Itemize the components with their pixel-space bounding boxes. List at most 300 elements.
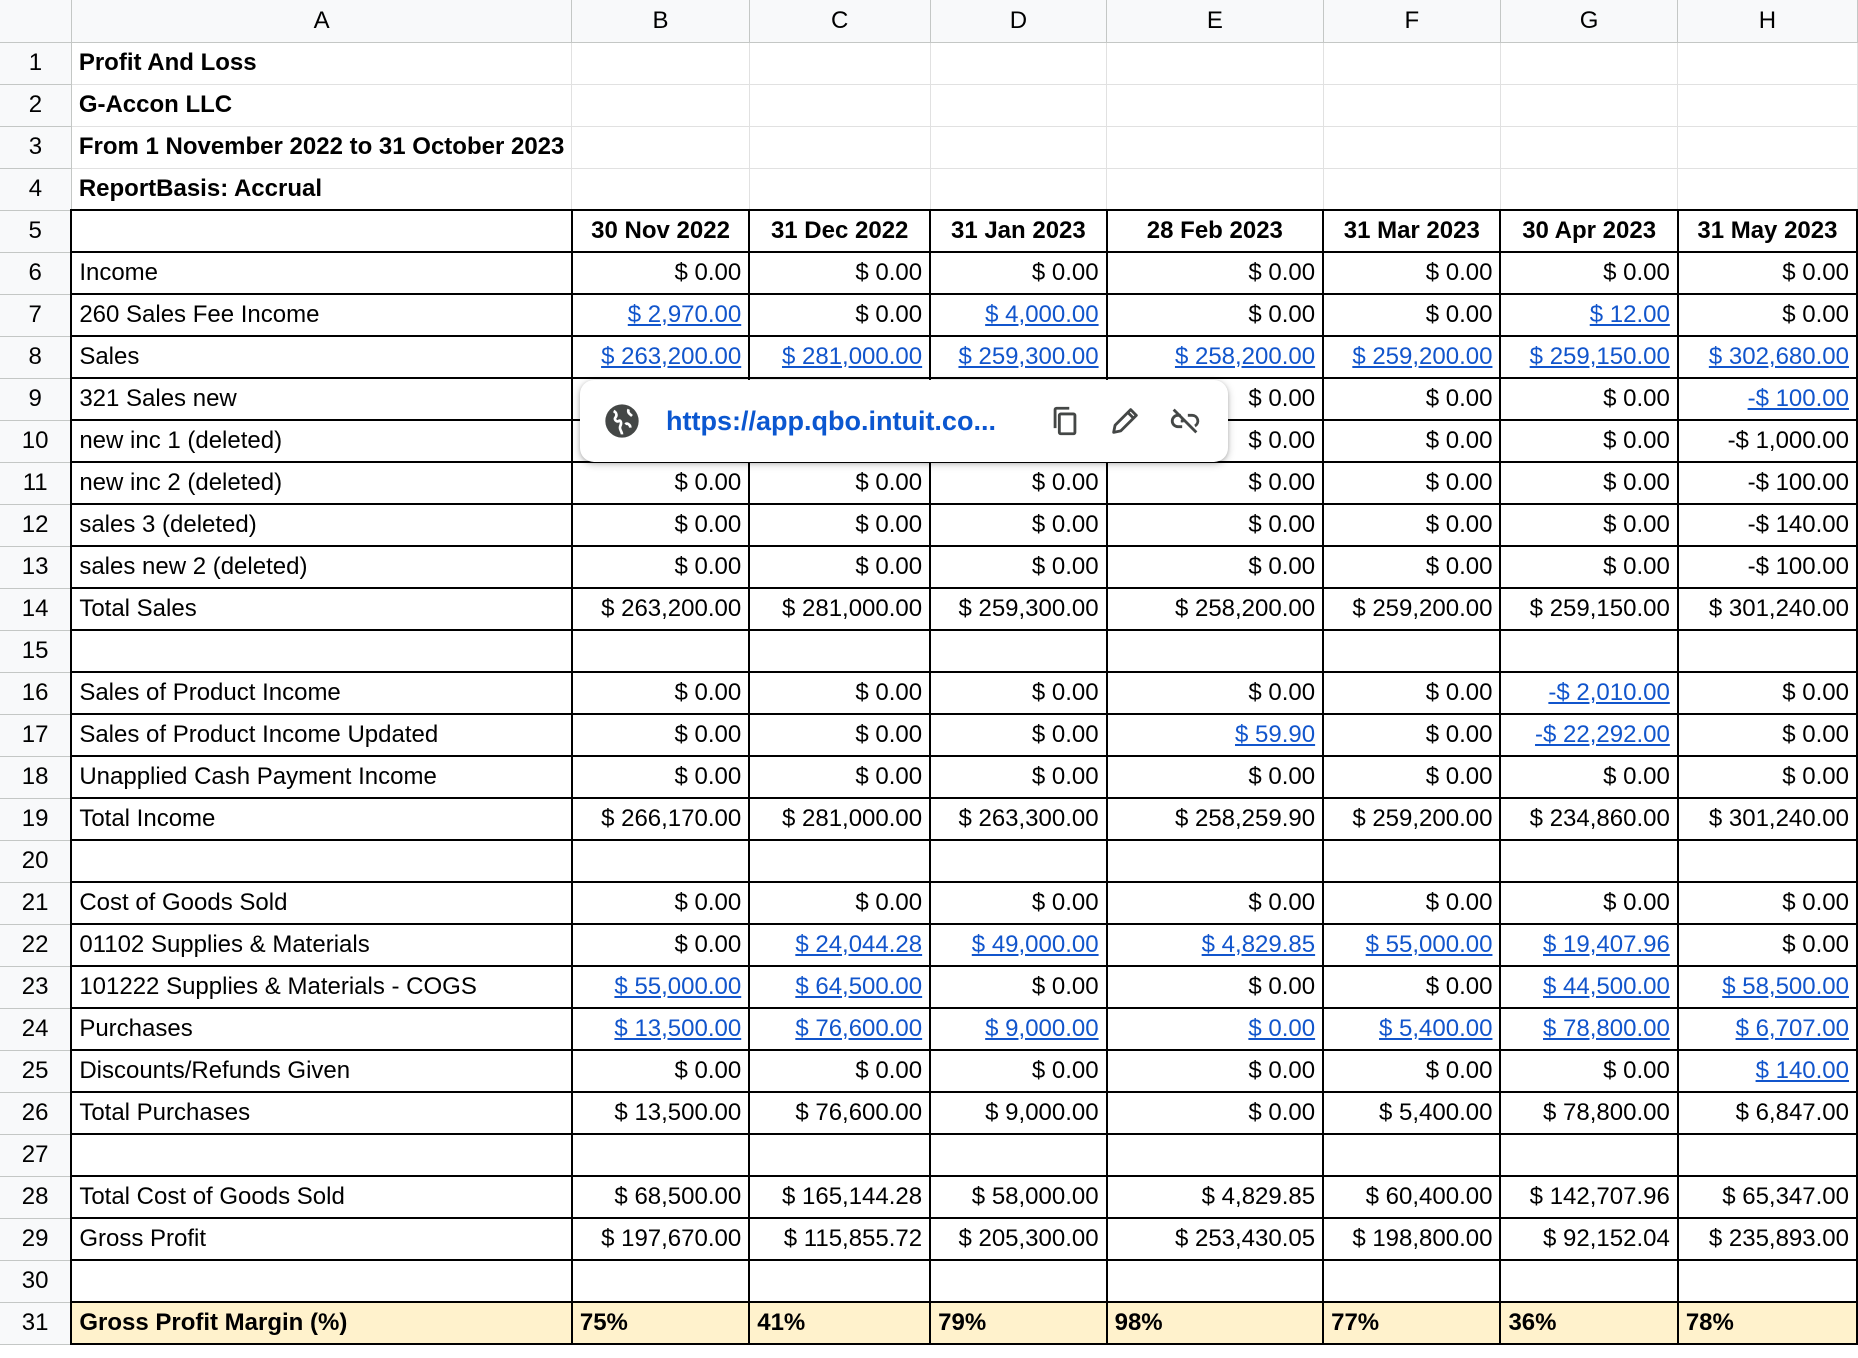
- account-label-cell[interactable]: Total Purchases: [71, 1092, 572, 1134]
- select-all-corner[interactable]: [0, 0, 71, 42]
- amount-cell[interactable]: $ 0.00: [1678, 756, 1857, 798]
- amount-cell[interactable]: $ 0.00: [1500, 1050, 1677, 1092]
- row-header[interactable]: 19: [0, 798, 71, 840]
- amount-cell[interactable]: [930, 630, 1106, 672]
- amount-cell[interactable]: [1678, 1008, 1857, 1050]
- copy-link-button[interactable]: [1044, 400, 1086, 442]
- amount-cell[interactable]: $ 0.00: [1323, 546, 1500, 588]
- amount-cell[interactable]: [1678, 1050, 1857, 1092]
- row-header[interactable]: 1: [0, 42, 71, 84]
- amount-cell[interactable]: $ 0.00: [1107, 420, 1324, 462]
- amount-cell[interactable]: [1107, 924, 1324, 966]
- amount-cell[interactable]: [1107, 336, 1324, 378]
- amount-link[interactable]: $ 55,000.00: [614, 973, 742, 1000]
- amount-cell[interactable]: [1323, 924, 1500, 966]
- account-label-cell[interactable]: 260 Sales Fee Income: [71, 294, 572, 336]
- amount-cell[interactable]: $ 0.00: [749, 756, 930, 798]
- amount-cell[interactable]: $ 0.00: [572, 924, 749, 966]
- amount-link[interactable]: $ 9,000.00: [985, 1015, 1099, 1042]
- amount-cell[interactable]: $ 0.00: [1107, 546, 1324, 588]
- amount-cell[interactable]: $ 0.00: [1500, 504, 1677, 546]
- report-title-cell[interactable]: ReportBasis: Accrual: [71, 168, 572, 210]
- amount-cell[interactable]: $ 0.00: [1323, 756, 1500, 798]
- empty-cell[interactable]: [572, 42, 749, 84]
- row-header[interactable]: 12: [0, 504, 71, 546]
- amount-cell[interactable]: [1500, 336, 1677, 378]
- amount-cell[interactable]: $ 0.00: [749, 672, 930, 714]
- empty-cell[interactable]: [572, 126, 749, 168]
- date-header-cell[interactable]: 30 Apr 2023: [1500, 210, 1677, 252]
- amount-cell[interactable]: $ 0.00: [1323, 252, 1500, 294]
- amount-cell[interactable]: $ 5,400.00: [1323, 1092, 1500, 1134]
- empty-cell[interactable]: [572, 84, 749, 126]
- account-label-cell[interactable]: new inc 2 (deleted): [71, 462, 572, 504]
- amount-link[interactable]: $ 64,500.00: [795, 973, 923, 1000]
- amount-cell[interactable]: $ 0.00: [1323, 1050, 1500, 1092]
- amount-cell[interactable]: [1323, 336, 1500, 378]
- amount-cell[interactable]: $ 0.00: [572, 672, 749, 714]
- amount-cell[interactable]: $ 0.00: [930, 672, 1106, 714]
- amount-cell[interactable]: $ 9,000.00: [930, 1092, 1106, 1134]
- amount-cell[interactable]: $ 0.00: [572, 252, 749, 294]
- amount-cell[interactable]: $ 253,430.05: [1107, 1218, 1324, 1260]
- row-header[interactable]: 23: [0, 966, 71, 1008]
- amount-cell[interactable]: [1500, 630, 1677, 672]
- account-label-cell[interactable]: 321 Sales new: [71, 378, 572, 420]
- amount-cell[interactable]: [1107, 630, 1324, 672]
- row-header[interactable]: 26: [0, 1092, 71, 1134]
- amount-cell[interactable]: [749, 1008, 930, 1050]
- date-header-cell[interactable]: 31 Jan 2023: [930, 210, 1106, 252]
- amount-cell[interactable]: [572, 1260, 749, 1302]
- empty-cell[interactable]: [1107, 126, 1324, 168]
- amount-cell[interactable]: $ 0.00: [1500, 420, 1677, 462]
- margin-value-cell[interactable]: 75%: [572, 1302, 749, 1344]
- amount-cell[interactable]: $ 205,300.00: [930, 1218, 1106, 1260]
- amount-link[interactable]: $ 76,600.00: [795, 1015, 923, 1042]
- amount-link[interactable]: $ 302,680.00: [1708, 343, 1849, 370]
- amount-cell[interactable]: $ 258,259.90: [1107, 798, 1324, 840]
- amount-cell[interactable]: $ 0.00: [1500, 882, 1677, 924]
- amount-cell[interactable]: $ 0.00: [930, 252, 1106, 294]
- amount-cell[interactable]: $ 0.00: [1500, 546, 1677, 588]
- amount-link[interactable]: $ 5,400.00: [1379, 1015, 1493, 1042]
- amount-cell[interactable]: -$ 140.00: [1678, 504, 1857, 546]
- amount-cell[interactable]: $ 92,152.04: [1500, 1218, 1677, 1260]
- account-label-cell[interactable]: 101222 Supplies & Materials - COGS: [71, 966, 572, 1008]
- amount-cell[interactable]: [1500, 1260, 1677, 1302]
- margin-label-cell[interactable]: Gross Profit Margin (%): [71, 1302, 572, 1344]
- margin-value-cell[interactable]: 98%: [1107, 1302, 1324, 1344]
- amount-cell[interactable]: $ 0.00: [749, 252, 930, 294]
- account-label-cell[interactable]: Discounts/Refunds Given: [71, 1050, 572, 1092]
- amount-cell[interactable]: $ 0.00: [1678, 882, 1857, 924]
- row-header[interactable]: 30: [0, 1260, 71, 1302]
- account-label-cell[interactable]: [71, 840, 572, 882]
- column-header-a[interactable]: A: [71, 0, 572, 42]
- amount-link[interactable]: -$ 22,292.00: [1535, 721, 1670, 748]
- amount-cell[interactable]: $ 281,000.00: [749, 588, 930, 630]
- amount-link[interactable]: $ 258,200.00: [1174, 343, 1316, 370]
- amount-cell[interactable]: $ 0.00: [1323, 420, 1500, 462]
- amount-cell[interactable]: [1500, 1134, 1677, 1176]
- empty-cell[interactable]: [1323, 126, 1500, 168]
- date-header-cell[interactable]: 31 Dec 2022: [749, 210, 930, 252]
- empty-cell[interactable]: [1678, 42, 1857, 84]
- amount-cell[interactable]: $ 0.00: [1107, 378, 1324, 420]
- account-label-cell[interactable]: new inc 1 (deleted): [71, 420, 572, 462]
- amount-cell[interactable]: $ 259,300.00: [930, 588, 1106, 630]
- amount-link[interactable]: $ 263,200.00: [601, 343, 742, 370]
- amount-cell[interactable]: [1323, 840, 1500, 882]
- account-label-cell[interactable]: Gross Profit: [71, 1218, 572, 1260]
- amount-cell[interactable]: $ 0.00: [1107, 672, 1324, 714]
- amount-cell[interactable]: [1500, 672, 1677, 714]
- margin-value-cell[interactable]: 41%: [749, 1302, 930, 1344]
- amount-cell[interactable]: [749, 1260, 930, 1302]
- amount-cell[interactable]: $ 0.00: [749, 462, 930, 504]
- account-label-cell[interactable]: [71, 630, 572, 672]
- amount-cell[interactable]: $ 6,847.00: [1678, 1092, 1857, 1134]
- amount-cell[interactable]: $ 0.00: [1323, 462, 1500, 504]
- amount-cell[interactable]: [749, 336, 930, 378]
- account-label-cell[interactable]: [71, 1134, 572, 1176]
- amount-cell[interactable]: [930, 336, 1106, 378]
- row-header[interactable]: 27: [0, 1134, 71, 1176]
- amount-cell[interactable]: $ 0.00: [1500, 252, 1677, 294]
- empty-cell[interactable]: [1678, 126, 1857, 168]
- amount-cell[interactable]: [1107, 840, 1324, 882]
- report-title-cell[interactable]: G-Accon LLC: [71, 84, 572, 126]
- amount-cell[interactable]: -$ 100.00: [1678, 462, 1857, 504]
- amount-cell[interactable]: $ 0.00: [572, 756, 749, 798]
- column-header-h[interactable]: H: [1678, 0, 1857, 42]
- amount-cell[interactable]: [1678, 840, 1857, 882]
- remove-link-button[interactable]: [1164, 400, 1206, 442]
- amount-cell[interactable]: $ 0.00: [1678, 252, 1857, 294]
- amount-cell[interactable]: [1678, 1260, 1857, 1302]
- amount-cell[interactable]: $ 0.00: [930, 546, 1106, 588]
- amount-cell[interactable]: $ 0.00: [930, 966, 1106, 1008]
- amount-cell[interactable]: [1678, 336, 1857, 378]
- row-header[interactable]: 20: [0, 840, 71, 882]
- amount-cell[interactable]: $ 258,200.00: [1107, 588, 1324, 630]
- amount-cell[interactable]: $ 197,670.00: [572, 1218, 749, 1260]
- account-label-cell[interactable]: Unapplied Cash Payment Income: [71, 756, 572, 798]
- account-label-cell[interactable]: Cost of Goods Sold: [71, 882, 572, 924]
- amount-cell[interactable]: $ 0.00: [1323, 378, 1500, 420]
- amount-link[interactable]: $ 55,000.00: [1365, 931, 1493, 958]
- column-header-b[interactable]: B: [572, 0, 749, 42]
- row-header[interactable]: 18: [0, 756, 71, 798]
- amount-cell[interactable]: $ 4,829.85: [1107, 1176, 1324, 1218]
- amount-cell[interactable]: [1107, 1134, 1324, 1176]
- empty-cell[interactable]: [749, 168, 930, 210]
- empty-cell[interactable]: [930, 168, 1106, 210]
- amount-cell[interactable]: $ 13,500.00: [572, 1092, 749, 1134]
- date-header-cell[interactable]: 31 May 2023: [1678, 210, 1857, 252]
- amount-cell[interactable]: $ 0.00: [930, 714, 1106, 756]
- amount-link[interactable]: $ 259,300.00: [958, 343, 1099, 370]
- row-header[interactable]: 29: [0, 1218, 71, 1260]
- amount-cell[interactable]: $ 68,500.00: [572, 1176, 749, 1218]
- empty-cell[interactable]: [1107, 84, 1324, 126]
- account-label-cell[interactable]: Purchases: [71, 1008, 572, 1050]
- amount-cell[interactable]: [1500, 1008, 1677, 1050]
- amount-cell[interactable]: [1323, 1260, 1500, 1302]
- amount-cell[interactable]: $ 115,855.72: [749, 1218, 930, 1260]
- row-header[interactable]: 22: [0, 924, 71, 966]
- amount-cell[interactable]: $ 0.00: [1500, 378, 1677, 420]
- amount-link[interactable]: $ 78,800.00: [1543, 1015, 1670, 1042]
- amount-cell[interactable]: [749, 630, 930, 672]
- amount-link[interactable]: $ 6,707.00: [1735, 1015, 1849, 1042]
- amount-cell[interactable]: $ 165,144.28: [749, 1176, 930, 1218]
- amount-cell[interactable]: $ 0.00: [1107, 252, 1324, 294]
- amount-cell[interactable]: [572, 294, 749, 336]
- amount-cell[interactable]: $ 259,200.00: [1323, 588, 1500, 630]
- empty-cell[interactable]: [1500, 168, 1677, 210]
- amount-cell[interactable]: $ 0.00: [572, 504, 749, 546]
- amount-cell[interactable]: [930, 1008, 1106, 1050]
- header-label-cell[interactable]: [71, 210, 572, 252]
- amount-cell[interactable]: [1500, 924, 1677, 966]
- amount-cell[interactable]: $ 0.00: [1107, 882, 1324, 924]
- amount-link[interactable]: $ 12.00: [1589, 301, 1670, 328]
- amount-cell[interactable]: $ 65,347.00: [1678, 1176, 1857, 1218]
- amount-cell[interactable]: [930, 840, 1106, 882]
- row-header[interactable]: 3: [0, 126, 71, 168]
- report-title-cell[interactable]: From 1 November 2022 to 31 October 2023: [71, 126, 572, 168]
- row-header[interactable]: 21: [0, 882, 71, 924]
- empty-cell[interactable]: [1323, 168, 1500, 210]
- empty-cell[interactable]: [1107, 168, 1324, 210]
- row-header[interactable]: 10: [0, 420, 71, 462]
- amount-cell[interactable]: $ 0.00: [1678, 672, 1857, 714]
- amount-cell[interactable]: $ 281,000.00: [749, 798, 930, 840]
- amount-cell[interactable]: $ 0.00: [749, 504, 930, 546]
- row-header[interactable]: 24: [0, 1008, 71, 1050]
- amount-link[interactable]: -$ 100.00: [1747, 385, 1849, 412]
- amount-cell[interactable]: $ 0.00: [1500, 756, 1677, 798]
- amount-cell[interactable]: [1678, 630, 1857, 672]
- amount-cell[interactable]: [572, 1008, 749, 1050]
- amount-cell[interactable]: [930, 1134, 1106, 1176]
- amount-cell[interactable]: [572, 336, 749, 378]
- empty-cell[interactable]: [1500, 42, 1677, 84]
- empty-cell[interactable]: [930, 126, 1106, 168]
- amount-cell[interactable]: $ 0.00: [1323, 882, 1500, 924]
- row-header[interactable]: 25: [0, 1050, 71, 1092]
- amount-cell[interactable]: $ 301,240.00: [1678, 588, 1857, 630]
- amount-cell[interactable]: [1500, 714, 1677, 756]
- amount-link[interactable]: $ 0.00: [1248, 1015, 1316, 1042]
- account-label-cell[interactable]: Total Income: [71, 798, 572, 840]
- margin-value-cell[interactable]: 78%: [1678, 1302, 1857, 1344]
- row-header[interactable]: 9: [0, 378, 71, 420]
- empty-cell[interactable]: [930, 84, 1106, 126]
- date-header-cell[interactable]: 28 Feb 2023: [1107, 210, 1324, 252]
- amount-cell[interactable]: [930, 924, 1106, 966]
- amount-cell[interactable]: $ 0.00: [749, 882, 930, 924]
- amount-cell[interactable]: [572, 840, 749, 882]
- edit-link-button[interactable]: [1104, 400, 1146, 442]
- amount-cell[interactable]: $ 0.00: [572, 546, 749, 588]
- row-header[interactable]: 4: [0, 168, 71, 210]
- margin-value-cell[interactable]: 79%: [930, 1302, 1106, 1344]
- amount-cell[interactable]: $ 0.00: [1323, 714, 1500, 756]
- amount-cell[interactable]: [572, 1134, 749, 1176]
- amount-cell[interactable]: [930, 1260, 1106, 1302]
- amount-cell[interactable]: $ 0.00: [749, 1050, 930, 1092]
- amount-cell[interactable]: $ 0.00: [1323, 672, 1500, 714]
- empty-cell[interactable]: [749, 126, 930, 168]
- amount-cell[interactable]: $ 0.00: [1323, 294, 1500, 336]
- empty-cell[interactable]: [749, 84, 930, 126]
- amount-cell[interactable]: [930, 294, 1106, 336]
- account-label-cell[interactable]: [71, 1260, 572, 1302]
- row-header[interactable]: 11: [0, 462, 71, 504]
- amount-cell[interactable]: [1107, 1260, 1324, 1302]
- empty-cell[interactable]: [930, 42, 1106, 84]
- amount-link[interactable]: -$ 2,010.00: [1548, 679, 1670, 706]
- account-label-cell[interactable]: Total Sales: [71, 588, 572, 630]
- date-header-cell[interactable]: 31 Mar 2023: [1323, 210, 1500, 252]
- row-header[interactable]: 28: [0, 1176, 71, 1218]
- amount-cell[interactable]: [1500, 840, 1677, 882]
- amount-cell[interactable]: $ 60,400.00: [1323, 1176, 1500, 1218]
- amount-cell[interactable]: $ 0.00: [1107, 966, 1324, 1008]
- amount-cell[interactable]: [572, 630, 749, 672]
- amount-cell[interactable]: [572, 966, 749, 1008]
- empty-cell[interactable]: [1500, 84, 1677, 126]
- amount-cell[interactable]: [1323, 1008, 1500, 1050]
- amount-cell[interactable]: $ 0.00: [1107, 504, 1324, 546]
- amount-cell[interactable]: $ 0.00: [1500, 462, 1677, 504]
- amount-cell[interactable]: $ 0.00: [1107, 1092, 1324, 1134]
- row-header[interactable]: 13: [0, 546, 71, 588]
- amount-cell[interactable]: $ 0.00: [1678, 924, 1857, 966]
- amount-cell[interactable]: $ 0.00: [572, 1050, 749, 1092]
- amount-link[interactable]: $ 2,970.00: [627, 301, 742, 328]
- amount-cell[interactable]: [749, 966, 930, 1008]
- empty-cell[interactable]: [1323, 84, 1500, 126]
- amount-cell[interactable]: $ 0.00: [930, 1050, 1106, 1092]
- amount-link[interactable]: $ 281,000.00: [781, 343, 923, 370]
- amount-link[interactable]: $ 24,044.28: [795, 931, 923, 958]
- amount-cell[interactable]: $ 0.00: [749, 294, 930, 336]
- amount-link[interactable]: $ 4,000.00: [985, 301, 1099, 328]
- amount-cell[interactable]: $ 259,200.00: [1323, 798, 1500, 840]
- row-header[interactable]: 2: [0, 84, 71, 126]
- account-label-cell[interactable]: sales new 2 (deleted): [71, 546, 572, 588]
- amount-cell[interactable]: [1107, 714, 1324, 756]
- amount-cell[interactable]: [1500, 294, 1677, 336]
- account-label-cell[interactable]: Total Cost of Goods Sold: [71, 1176, 572, 1218]
- amount-cell[interactable]: $ 266,170.00: [572, 798, 749, 840]
- column-header-c[interactable]: C: [749, 0, 930, 42]
- amount-link[interactable]: $ 140.00: [1755, 1057, 1849, 1084]
- amount-cell[interactable]: $ 0.00: [1107, 756, 1324, 798]
- amount-cell[interactable]: $ 0.00: [930, 756, 1106, 798]
- amount-cell[interactable]: [1107, 1008, 1324, 1050]
- amount-cell[interactable]: [749, 924, 930, 966]
- account-label-cell[interactable]: Sales of Product Income: [71, 672, 572, 714]
- amount-cell[interactable]: $ 263,300.00: [930, 798, 1106, 840]
- amount-cell[interactable]: $ 0.00: [1323, 504, 1500, 546]
- amount-cell[interactable]: [1323, 630, 1500, 672]
- empty-cell[interactable]: [1678, 84, 1857, 126]
- amount-cell[interactable]: $ 0.00: [749, 546, 930, 588]
- amount-link[interactable]: $ 59.90: [1235, 721, 1316, 748]
- amount-cell[interactable]: $ 78,800.00: [1500, 1092, 1677, 1134]
- amount-link[interactable]: $ 58,500.00: [1722, 973, 1849, 1000]
- amount-cell[interactable]: $ 142,707.96: [1500, 1176, 1677, 1218]
- amount-cell[interactable]: [749, 840, 930, 882]
- amount-cell[interactable]: $ 301,240.00: [1678, 798, 1857, 840]
- empty-cell[interactable]: [749, 42, 930, 84]
- amount-cell[interactable]: $ 0.00: [572, 882, 749, 924]
- amount-cell[interactable]: [1678, 1134, 1857, 1176]
- amount-cell[interactable]: $ 0.00: [1107, 1050, 1324, 1092]
- empty-cell[interactable]: [1323, 42, 1500, 84]
- margin-value-cell[interactable]: 36%: [1500, 1302, 1677, 1344]
- amount-cell[interactable]: [1678, 966, 1857, 1008]
- column-header-f[interactable]: F: [1323, 0, 1500, 42]
- date-header-cell[interactable]: 30 Nov 2022: [572, 210, 749, 252]
- amount-cell[interactable]: $ 0.00: [930, 462, 1106, 504]
- amount-link[interactable]: $ 259,200.00: [1352, 343, 1493, 370]
- amount-cell[interactable]: $ 0.00: [1323, 966, 1500, 1008]
- amount-cell[interactable]: [1678, 378, 1857, 420]
- amount-cell[interactable]: $ 58,000.00: [930, 1176, 1106, 1218]
- amount-cell[interactable]: $ 0.00: [572, 462, 749, 504]
- amount-cell[interactable]: -$ 100.00: [1678, 546, 1857, 588]
- amount-cell[interactable]: [1323, 1134, 1500, 1176]
- amount-link[interactable]: $ 19,407.96: [1543, 931, 1670, 958]
- account-label-cell[interactable]: sales 3 (deleted): [71, 504, 572, 546]
- amount-link[interactable]: $ 13,500.00: [614, 1015, 742, 1042]
- amount-cell[interactable]: $ 0.00: [1107, 294, 1324, 336]
- amount-cell[interactable]: [749, 1134, 930, 1176]
- link-url[interactable]: https://app.qbo.intuit.co...: [666, 405, 996, 436]
- amount-cell[interactable]: [1500, 966, 1677, 1008]
- row-header[interactable]: 15: [0, 630, 71, 672]
- amount-cell[interactable]: $ 0.00: [1678, 714, 1857, 756]
- amount-cell[interactable]: -$ 1,000.00: [1678, 420, 1857, 462]
- amount-cell[interactable]: $ 263,200.00: [572, 588, 749, 630]
- row-header[interactable]: 31: [0, 1302, 71, 1344]
- row-header[interactable]: 16: [0, 672, 71, 714]
- amount-cell[interactable]: $ 0.00: [749, 714, 930, 756]
- row-header[interactable]: 6: [0, 252, 71, 294]
- row-header[interactable]: 8: [0, 336, 71, 378]
- empty-cell[interactable]: [1678, 168, 1857, 210]
- account-label-cell[interactable]: Income: [71, 252, 572, 294]
- amount-link[interactable]: $ 44,500.00: [1543, 973, 1670, 1000]
- row-header[interactable]: 5: [0, 210, 71, 252]
- column-header-d[interactable]: D: [930, 0, 1106, 42]
- amount-link[interactable]: $ 259,150.00: [1529, 343, 1670, 370]
- report-title-cell[interactable]: Profit And Loss: [71, 42, 572, 84]
- amount-cell[interactable]: $ 235,893.00: [1678, 1218, 1857, 1260]
- amount-link[interactable]: $ 4,829.85: [1201, 931, 1316, 958]
- amount-cell[interactable]: $ 76,600.00: [749, 1092, 930, 1134]
- amount-cell[interactable]: $ 0.00: [930, 882, 1106, 924]
- account-label-cell[interactable]: Sales of Product Income Updated: [71, 714, 572, 756]
- empty-cell[interactable]: [1500, 126, 1677, 168]
- account-label-cell[interactable]: Sales: [71, 336, 572, 378]
